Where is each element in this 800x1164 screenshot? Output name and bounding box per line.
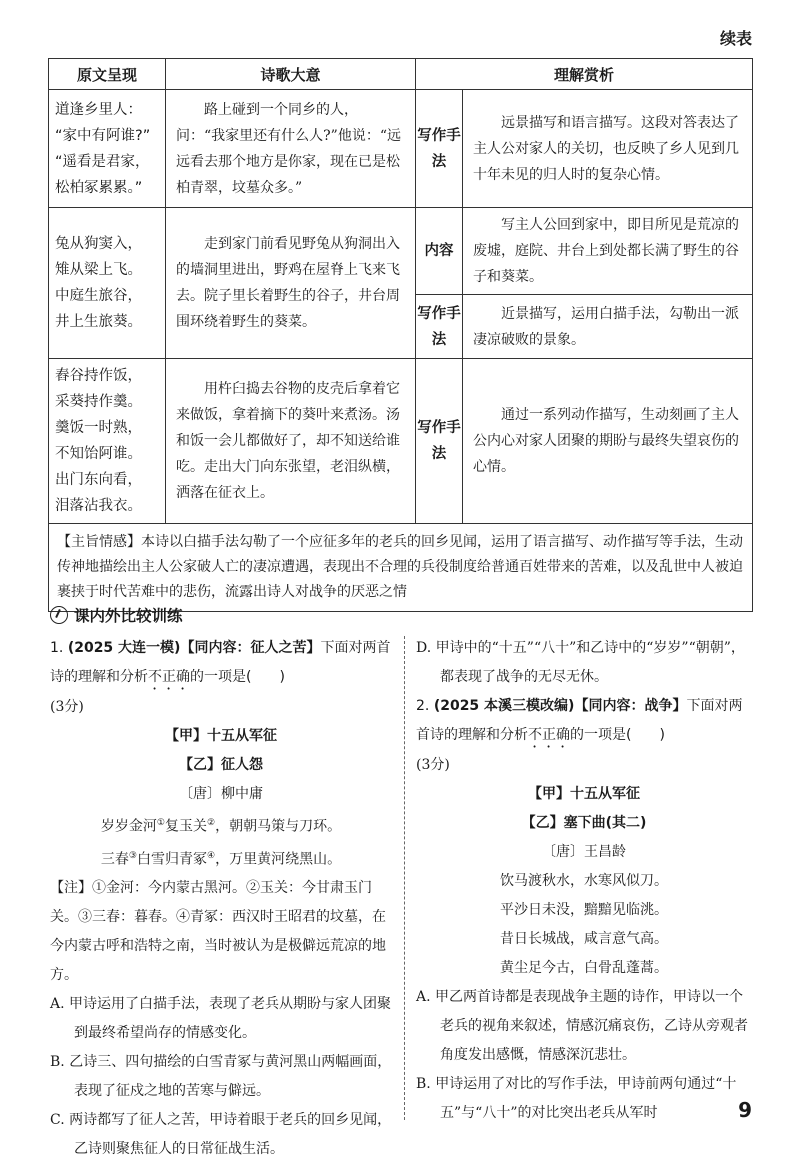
section-title: 课内外比较训练 <box>74 607 183 625</box>
table-header-row <box>49 59 753 90</box>
column-divider <box>404 636 405 1120</box>
theme-summary: 【主旨情感】本诗以白描手法勾勒了一个应征多年的老兵的回乡见闻，运用了语言描写、动作描写等手法，生动传神地描绘出主人公家破人亡的凄凉遭遇，表现出不合理的兵役制度给普通百姓带来的苦难，以及乱世中人被迫裹挟于时代苦难中的悲伤，流露出诗人对战争的厌恶之情 <box>49 524 753 612</box>
right-column <box>416 634 752 1128</box>
poem-analysis-table <box>48 58 753 612</box>
poem-line: 黄尘足今古，白骨乱蓬蒿。 <box>500 960 668 976</box>
table-row <box>49 359 753 524</box>
poem-line: 饮马渡秋水，水寒风似刀。 <box>500 873 668 889</box>
poem-a-title: 【甲】十五从军征 <box>165 728 277 744</box>
question-1-score: (3分) <box>50 699 84 715</box>
section-heading <box>50 604 183 626</box>
poem-line: 昔日长城战，咸言意气高。 <box>500 931 668 947</box>
poem-b-title: 【乙】征人怨 <box>179 757 263 773</box>
table-row <box>49 90 753 208</box>
analysis-label: 写作手法 <box>416 295 463 359</box>
poem-line: 岁岁金河①复玉关②，朝朝马策与刀环。 <box>100 818 342 835</box>
pen-icon <box>50 606 68 624</box>
analysis-label: 内容 <box>416 208 463 295</box>
original-cell: 兔从狗窦入， 雉从梁上飞。 中庭生旅谷， 井上生旅葵。 <box>49 208 166 359</box>
analysis-text: 通过一系列动作描写，生动刻画了主人公内心对家人团聚的期盼与最终失望哀伤的心情。 <box>463 359 753 524</box>
original-cell: 舂谷持作饭， 采葵持作羹。 羹饭一时熟， 不知饴阿谁。 出门东向看， 泪落沾我衣。 <box>49 359 166 524</box>
continued-label: 续表 <box>719 29 752 48</box>
option-c[interactable]: C. 两诗都写了征人之苦，甲诗着眼于老兵的回乡见闻，乙诗则聚焦征人的日常征战生活。 <box>50 1112 392 1158</box>
analysis-text: 近景描写，运用白描手法，勾勒出一派凄凉破败的景象。 <box>463 295 753 359</box>
option-b[interactable]: B. 甲诗运用了对比的写作手法，甲诗前两句通过“十五”与“八十”的对比突出老兵从军时 <box>416 1076 737 1121</box>
analysis-label: 写作手法 <box>416 90 463 208</box>
analysis-label: 写作手法 <box>416 359 463 524</box>
original-cell: 道逢乡里人： “家中有阿谁?” “遥看是君家， 松柏冢累累。” <box>49 90 166 208</box>
meaning-cell: 走到家门前看见野兔从狗洞出入的墙洞里进出，野鸡在屋脊上飞来飞去。院子里长着野生的谷子，井台周围环绕着野生的葵菜。 <box>166 208 416 359</box>
poem-line: 平沙日未没，黯黯见临洮。 <box>500 902 668 918</box>
table-row <box>49 208 753 295</box>
meaning-cell: 用杵臼捣去谷物的皮壳后拿着它来做饭，拿着摘下的葵叶来煮汤。汤和饭一会儿都做好了，却不知送给谁吃。走出大门向东张望，老泪纵横，洒落在征衣上。 <box>166 359 416 524</box>
question-1-stem: 1. (2025 大连一模)【同内容：征人之苦】下面对两首诗的理解和分析不正确的一项是( ) <box>50 640 391 685</box>
poem-b-author: 〔唐〕柳中庸 <box>179 786 263 802</box>
header-analysis: 理解赏析 <box>416 59 753 90</box>
analysis-text: 远景描写和语言描写。这段对答表达了主人公对家人的关切，也反映了乡人见到几十年未见的归人时的复杂心情。 <box>463 90 753 208</box>
meaning-cell: 路上碰到一个同乡的人，问：“我家里还有什么人?”他说：“远远看去那个地方是你家，现在已是松柏青翠，坟墓众多。” <box>166 90 416 208</box>
poem-b-author: 〔唐〕王昌龄 <box>542 844 626 860</box>
question-2-stem: 2. (2025 本溪三模改编)【同内容：战争】下面对两首诗的理解和分析不正确的一项是( ) <box>416 698 743 743</box>
option-b[interactable]: B. 乙诗三、四句描绘的白雪青冢与黄河黑山两幅画面，表现了征戍之地的苦寒与僻远。 <box>50 1054 392 1100</box>
header-original: 原文呈现 <box>49 59 166 90</box>
header-meaning: 诗歌大意 <box>166 59 416 90</box>
poem-a-title: 【甲】十五从军征 <box>528 786 640 802</box>
question-2-score: (3分) <box>416 757 450 773</box>
option-d[interactable]: D. 甲诗中的“十五”“八十”和乙诗中的“岁岁”“朝朝”，都表现了战争的无尽无休。 <box>416 640 745 685</box>
poem-line: 三春③白雪归青冢④，万里黄河绕黑山。 <box>100 850 342 868</box>
page-number: 9 <box>738 1098 752 1122</box>
analysis-text: 写主人公回到家中，即目所见是荒凉的废墟，庭院、井台上到处都长满了野生的谷子和葵菜。 <box>463 208 753 295</box>
option-a[interactable]: A. 甲诗运用了白描手法，表现了老兵从期盼与家人团聚到最终希望尚存的情感变化。 <box>50 996 392 1042</box>
option-a[interactable]: A. 甲乙两首诗都是表现战争主题的诗作，甲诗以一个老兵的视角来叙述，情感沉痛哀伤，乙诗从旁观者角度发出感慨，情感深沉悲壮。 <box>416 989 748 1063</box>
poem-b-title: 【乙】塞下曲(其二) <box>521 815 647 831</box>
question-1 <box>50 634 392 1164</box>
summary-row <box>49 524 753 612</box>
poem-note: 【注】①金河：今内蒙古黑河。②玉关：今甘肃玉门关。③三春：暮春。④青冢：西汉时王昭君的坟墓，在今内蒙古呼和浩特之南，当时被认为是极僻远荒凉的地方。 <box>50 880 386 984</box>
